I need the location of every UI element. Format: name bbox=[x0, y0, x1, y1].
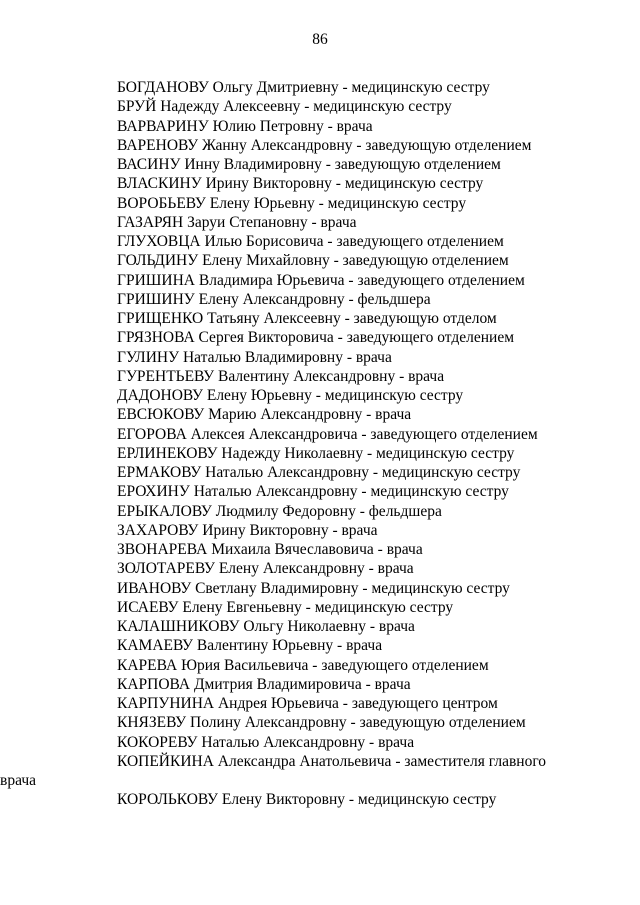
entry-surname: КНЯЗЕВУ bbox=[117, 714, 187, 732]
list-item bbox=[0, 463, 640, 482]
entry-surname: ЕРЫКАЛОВУ bbox=[117, 502, 212, 520]
list-item bbox=[0, 271, 640, 290]
list-item bbox=[0, 579, 640, 598]
list-item bbox=[0, 155, 640, 174]
list-item bbox=[0, 752, 640, 791]
entry-details: Дмитрия Владимировича - врача bbox=[190, 675, 411, 693]
list-item bbox=[0, 78, 640, 97]
list-item bbox=[0, 232, 640, 251]
entry-surname: БРУЙ bbox=[117, 98, 157, 116]
list-item bbox=[0, 405, 640, 424]
page-number: 86 bbox=[312, 31, 328, 48]
entry-surname: ГРЯЗНОВА bbox=[117, 329, 195, 347]
entry-surname: ГУРЕНТЬЕВУ bbox=[117, 367, 215, 385]
list-item bbox=[0, 136, 640, 155]
entry-surname: ГУЛИНУ bbox=[117, 348, 180, 366]
list-item bbox=[0, 636, 640, 655]
list-item bbox=[0, 502, 640, 521]
entry-surname: ЕРМАКОВУ bbox=[117, 464, 202, 481]
list-item bbox=[0, 598, 640, 617]
entry-surname: ГРИЩЕНКО bbox=[117, 310, 204, 327]
entry-details: Ирину Викторовну - медицинскую сестру bbox=[201, 175, 484, 193]
entry-details: Михаила Вячеславовича - врача bbox=[207, 541, 423, 558]
entry-surname: ЕГОРОВА bbox=[117, 425, 187, 443]
entry-surname: ГАЗАРЯН bbox=[117, 213, 184, 231]
entry-details: Елену Юрьевну - медицинскую сестру bbox=[205, 194, 467, 212]
entry-surname: БОГДАНОВУ bbox=[117, 79, 209, 96]
entry-surname: ИСАЕВУ bbox=[117, 598, 179, 616]
entry-surname: КОКОРЕВУ bbox=[117, 733, 198, 751]
list-item bbox=[0, 675, 640, 694]
entry-surname: ЗОЛОТАРЕВУ bbox=[117, 560, 215, 578]
entry-details: Ирину Викторовну - врача bbox=[198, 521, 378, 539]
entry-surname: КАРПОВА bbox=[117, 675, 191, 693]
list-item bbox=[0, 733, 640, 752]
entry-details: Елену Викторовну - медицинскую сестру bbox=[218, 791, 497, 809]
list-item bbox=[0, 694, 640, 713]
entry-surname: ГОЛЬДИНУ bbox=[117, 252, 199, 270]
entry-details: Инну Владимировну - заведующую отделением bbox=[180, 156, 501, 173]
entry-surname: ГРИШИНУ bbox=[117, 290, 195, 308]
entry-details: Наталью Александровну - медицинскую сестру bbox=[189, 483, 509, 501]
entry-surname: ВЛАСКИНУ bbox=[117, 175, 202, 193]
list-item bbox=[0, 97, 640, 116]
entry-surname: ЗВОНАРЕВА bbox=[117, 541, 208, 558]
entry-surname: КОРОЛЬКОВУ bbox=[117, 791, 218, 809]
entry-surname: ВОРОБЬЕВУ bbox=[117, 194, 206, 212]
entry-surname: ЕРЛИНЕКОВУ bbox=[117, 444, 218, 462]
list-item bbox=[0, 213, 640, 232]
entry-details: Алексея Александровича - заведующего отделением bbox=[186, 425, 538, 443]
entry-details: Надежду Николаевну - медицинскую сестру bbox=[217, 444, 515, 462]
list-item bbox=[0, 790, 640, 809]
entry-surname: ДАДОНОВУ bbox=[117, 387, 203, 404]
entry-surname: КАРПУНИНА bbox=[117, 695, 215, 712]
entry-details: Елену Евгеньевну - медицинскую сестру bbox=[178, 598, 454, 616]
entry-details: Юрия Васильевича - заведующего отделением bbox=[177, 656, 489, 674]
list-item bbox=[0, 540, 640, 559]
entry-details: Юлию Петровну - врача bbox=[208, 117, 373, 135]
entry-details: Валентину Юрьевну - врача bbox=[193, 637, 383, 655]
entry-details: Надежду Алексеевну - медицинскую сестру bbox=[156, 98, 452, 116]
entry-details: Заруи Степановну - врача bbox=[183, 213, 357, 231]
entry-details: Ольгу Дмитриевну - медицинскую сестру bbox=[208, 79, 490, 96]
entry-surname: ЕВСЮКОВУ bbox=[117, 406, 205, 424]
list-item bbox=[0, 559, 640, 578]
entry-surname: ЕРОХИНУ bbox=[117, 483, 190, 501]
list-item bbox=[0, 656, 640, 675]
list-item bbox=[0, 386, 640, 405]
entry-details: Елену Александровну - фельдшера bbox=[194, 290, 431, 308]
entry-details: Татьяну Алексеевну - заведующую отделом bbox=[203, 310, 497, 327]
entry-surname: ВАРВАРИНУ bbox=[117, 117, 209, 135]
entry-details: Илью Борисовича - заведующего отделением bbox=[200, 233, 504, 250]
list-item bbox=[0, 425, 640, 444]
entry-details: Ольгу Николаевну - врача bbox=[239, 618, 415, 635]
entry-details: Наталью Александровну - медицинскую сестру bbox=[201, 464, 521, 481]
entry-surname: КОПЕЙКИНА bbox=[117, 752, 214, 770]
list-item bbox=[0, 348, 640, 367]
entry-details: Владимира Юрьевича - заведующего отделением bbox=[195, 271, 525, 289]
list-item bbox=[0, 713, 640, 732]
entry-details: Елену Михайловну - заведующую отделением bbox=[198, 252, 509, 270]
entry-surname: ИВАНОВУ bbox=[117, 579, 192, 597]
list-item bbox=[0, 617, 640, 636]
entry-surname: КАМАЕВУ bbox=[117, 637, 194, 655]
entry-details: Сергея Викторовича - заведующего отделением bbox=[194, 329, 515, 347]
entry-details: Валентину Александровну - врача bbox=[214, 367, 445, 385]
entry-surname: КАРЕВА bbox=[117, 656, 178, 674]
list-item bbox=[0, 251, 640, 270]
list-item bbox=[0, 290, 640, 309]
entry-surname: ВАРЕНОВУ bbox=[117, 136, 199, 154]
list-item bbox=[0, 482, 640, 501]
entry-surname: ВАСИНУ bbox=[117, 156, 181, 173]
entry-surname: ГРИШИНА bbox=[117, 271, 195, 289]
award-list bbox=[0, 78, 640, 810]
entry-details: Жанну Александровну - заведующую отделением bbox=[198, 136, 532, 154]
entry-details: Елену Юрьевну - медицинскую сестру bbox=[202, 387, 464, 404]
entry-surname: ЗАХАРОВУ bbox=[117, 521, 199, 539]
entry-details: Наталью Владимировну - врача bbox=[179, 348, 392, 366]
entry-surname: КАЛАШНИКОВУ bbox=[117, 618, 240, 635]
entry-surname: ГЛУХОВЦА bbox=[117, 233, 201, 250]
entry-details: Людмилу Федоровну - фельдшера bbox=[211, 502, 442, 520]
list-item bbox=[0, 117, 640, 136]
list-item bbox=[0, 444, 640, 463]
entry-details: Светлану Владимировну - медицинскую сестру bbox=[191, 579, 510, 597]
entry-details: Елену Александровну - врача bbox=[214, 560, 414, 578]
list-item bbox=[0, 521, 640, 540]
list-item bbox=[0, 194, 640, 213]
entry-details: Полину Александровну - заведующую отделением bbox=[186, 714, 526, 732]
entry-details: Александра Анатольевича - заместителя главного врача bbox=[0, 752, 547, 789]
list-item bbox=[0, 367, 640, 386]
entry-details: Марию Александровну - врача bbox=[204, 406, 412, 424]
entry-details: Андрея Юрьевича - заведующего центром bbox=[214, 695, 498, 712]
list-item bbox=[0, 328, 640, 347]
list-item bbox=[0, 309, 640, 328]
entry-details: Наталью Александровну - врача bbox=[197, 733, 415, 751]
list-item bbox=[0, 174, 640, 193]
